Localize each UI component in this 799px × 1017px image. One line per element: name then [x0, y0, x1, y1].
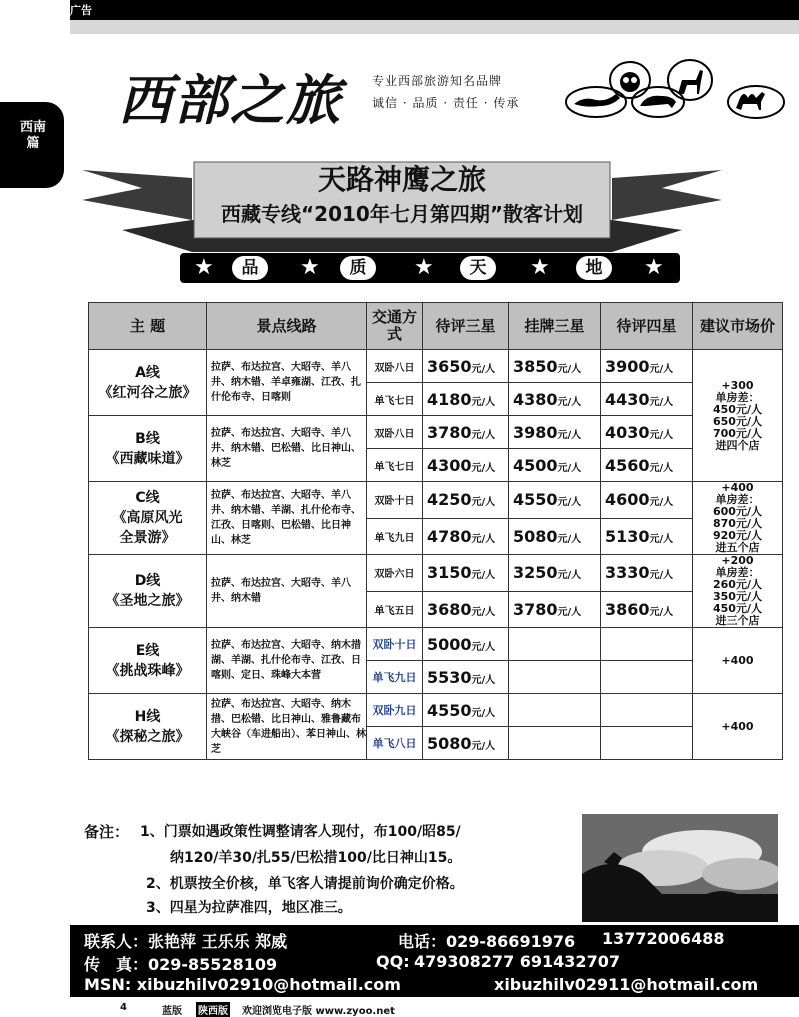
transport-mode: 单飞九日 [367, 661, 423, 694]
edition-label: 蓝版 [162, 1006, 182, 1017]
transport-mode: 单飞七日 [367, 449, 423, 482]
price-cell [423, 518, 509, 555]
price-value: 3860 [605, 599, 650, 619]
price-value: 3980 [513, 422, 558, 442]
title-sub: 西藏专线“2010年七月第四期”散客计划 [221, 202, 583, 226]
price-cell [509, 449, 601, 482]
title-main: 天路神鹰之旅 [317, 163, 486, 196]
price-value: 4030 [605, 422, 650, 442]
line-route: 拉萨、布达拉宫、大昭寺、羊八井、纳木错、羊卓雍湖、江孜、扎什伦布寺、日喀则 [207, 350, 367, 416]
star-icon: ★ [414, 255, 434, 280]
price-value: 4500 [513, 455, 558, 475]
price-value: 4300 [427, 455, 472, 475]
contact-mobile[interactable]: 13772006488 [602, 929, 725, 948]
price-value: 5000 [427, 634, 472, 654]
col-header: 待评四星 [601, 303, 693, 350]
note-line: 纳120/羊30/扎55/巴松措100/比日神山15。 [170, 850, 462, 866]
col-header: 主 题 [89, 303, 207, 350]
ad-tag: 广告 [70, 4, 92, 17]
price-unit: 元/人 [557, 497, 582, 509]
price-unit: 元/人 [471, 462, 496, 474]
price-unit: 元/人 [649, 396, 674, 408]
price-cell [423, 449, 509, 482]
price-cell [423, 350, 509, 383]
note-line: 3、四星为拉萨准四，地区准三。 [146, 900, 352, 916]
contact-msn[interactable]: MSN: xibuzhilv02910@hotmail.com [84, 975, 401, 994]
price-unit: 元/人 [649, 570, 674, 582]
line-route: 拉萨、布达拉宫、大昭寺、纳木措、巴松错、比日神山、雅鲁藏布大峡谷（车进船出）、苯日神山、林芝 [207, 694, 367, 760]
line-route: 拉萨、布达拉宫、大昭寺、羊八井、纳木错 [207, 555, 367, 628]
price-unit: 元/人 [557, 533, 582, 545]
quality-word: 地 [576, 256, 612, 280]
table-row [89, 628, 783, 661]
gray-band [70, 20, 799, 34]
price-value: 5130 [605, 526, 650, 546]
transport-mode: 双卧六日 [367, 555, 423, 592]
price-cell [423, 661, 509, 694]
price-unit: 元/人 [471, 641, 496, 653]
line-theme: D线 《圣地之旅》 [89, 555, 207, 628]
price-value: 3850 [513, 356, 558, 376]
table-row [89, 350, 783, 383]
price-unit: 元/人 [471, 606, 496, 618]
price-cell [423, 694, 509, 727]
price-unit: 元/人 [557, 606, 582, 618]
price-value: 5530 [427, 667, 472, 687]
line-theme: E线 《挑战珠峰》 [89, 628, 207, 694]
price-value: 5080 [427, 733, 472, 753]
price-cell [601, 482, 693, 519]
price-cell [509, 518, 601, 555]
price-unit: 元/人 [557, 462, 582, 474]
price-unit: 元/人 [649, 462, 674, 474]
price-unit: 元/人 [649, 533, 674, 545]
star-icon: ★ [300, 255, 320, 280]
line-route: 拉萨、布达拉宫、大昭寺、纳木措湖、羊湖、扎什伦布寺、江孜、日喀则、定日、珠峰大本营 [207, 628, 367, 694]
transport-mode: 双卧八日 [367, 416, 423, 449]
quality-word: 质 [340, 256, 376, 280]
table-header-row [89, 303, 783, 350]
price-unit: 元/人 [471, 570, 496, 582]
price-cell [601, 555, 693, 592]
market-price-note: +400 [693, 628, 783, 694]
contact-fax: 传 真：029-85528109 [84, 955, 278, 974]
transport-mode: 单飞九日 [367, 518, 423, 555]
price-cell [509, 661, 601, 694]
note-line: 2、机票按全价核，单飞客人请提前询价确定价格。 [146, 876, 464, 892]
brand-logo: 西部之旅 [118, 68, 342, 132]
col-header: 挂牌三星 [509, 303, 601, 350]
contact-qq-label: QQ: [376, 952, 410, 971]
price-unit: 元/人 [557, 429, 582, 441]
star-icon: ★ [194, 255, 214, 280]
price-value: 4560 [605, 455, 650, 475]
transport-mode: 双卧八日 [367, 350, 423, 383]
quality-word: 天 [460, 256, 496, 280]
line-route: 拉萨、布达拉宫、大昭寺、羊八井、纳木错、羊湖、扎什伦布寺、江孜、日喀则、巴松错、比日神山、林芝 [207, 482, 367, 555]
price-value: 3780 [513, 599, 558, 619]
contact-persons: 联系人：张艳萍 王乐乐 郑威 [84, 932, 288, 951]
price-cell [423, 555, 509, 592]
price-value: 3780 [427, 422, 472, 442]
price-unit: 元/人 [471, 429, 496, 441]
price-unit: 元/人 [557, 396, 582, 408]
price-unit: 元/人 [557, 363, 582, 375]
price-cell [601, 727, 693, 760]
price-cell [601, 694, 693, 727]
quality-banner [180, 253, 680, 283]
line-theme: A线 《红河谷之旅》 [89, 350, 207, 416]
price-cell [509, 628, 601, 661]
price-value: 5080 [513, 526, 558, 546]
table-row [89, 555, 783, 592]
price-cell [423, 727, 509, 760]
price-cell [423, 482, 509, 519]
animal-emblems [560, 58, 788, 120]
price-cell [601, 661, 693, 694]
price-value: 4780 [427, 526, 472, 546]
market-price-note: +400 [693, 694, 783, 760]
price-value: 3680 [427, 599, 472, 619]
market-price-note: +200 单房差： 260元/人 350元/人 450元/人 进三个店 [693, 555, 783, 628]
price-unit: 元/人 [471, 497, 496, 509]
contact-email-2[interactable]: xibuzhilv02911@hotmail.com [494, 975, 759, 994]
price-value: 3330 [605, 563, 650, 583]
transport-mode: 单飞八日 [367, 727, 423, 760]
price-value: 4600 [605, 490, 650, 510]
price-value: 3650 [427, 356, 472, 376]
contact-qq[interactable]: 479308277 691432707 [414, 952, 620, 971]
price-cell [509, 416, 601, 449]
price-unit: 元/人 [471, 674, 496, 686]
top-bar [70, 0, 799, 20]
market-price-note: +400 单房差： 600元/人 870元/人 920元/人 进五个店 [693, 482, 783, 555]
transport-mode: 单飞七日 [367, 383, 423, 416]
price-cell [423, 591, 509, 628]
price-cell [601, 383, 693, 416]
price-value: 3900 [605, 356, 650, 376]
price-cell [601, 591, 693, 628]
price-unit: 元/人 [471, 396, 496, 408]
price-unit: 元/人 [471, 740, 496, 752]
transport-mode: 双卧十日 [367, 482, 423, 519]
price-value: 4430 [605, 389, 650, 409]
col-header: 待评三星 [423, 303, 509, 350]
table-row [89, 416, 783, 449]
price-cell [601, 518, 693, 555]
price-cell [509, 350, 601, 383]
transport-mode: 单飞五日 [367, 591, 423, 628]
price-value: 4550 [513, 490, 558, 510]
tour-price-table [88, 302, 783, 760]
price-value: 4550 [427, 700, 472, 720]
edition-tag: 陕西版 [196, 1002, 230, 1017]
col-header: 建议市场价 [693, 303, 783, 350]
footer-link-text[interactable]: 欢迎浏览电子版 www.zyoo.net [242, 1006, 395, 1017]
page-footer [70, 999, 799, 1017]
price-cell [509, 555, 601, 592]
slogan-line-1: 专业西部旅游知名品牌 [372, 74, 503, 88]
price-value: 4180 [427, 389, 472, 409]
price-unit: 元/人 [649, 429, 674, 441]
price-cell [601, 628, 693, 661]
price-cell [509, 727, 601, 760]
price-cell [601, 350, 693, 383]
line-theme: B线 《西藏味道》 [89, 416, 207, 482]
price-unit: 元/人 [471, 363, 496, 375]
contact-tel[interactable]: 电话：029-86691976 [398, 932, 576, 951]
price-unit: 元/人 [649, 497, 674, 509]
price-cell [423, 416, 509, 449]
price-value: 3250 [513, 563, 558, 583]
price-unit: 元/人 [557, 570, 582, 582]
price-unit: 元/人 [649, 363, 674, 375]
line-theme: C线 《高原风光 全景游》 [89, 482, 207, 555]
col-header: 景点线路 [207, 303, 367, 350]
table-row [89, 482, 783, 519]
price-cell [423, 383, 509, 416]
price-cell [509, 383, 601, 416]
side-tab [0, 102, 64, 188]
price-cell [509, 694, 601, 727]
slogan-line-2: 诚信 · 品质 · 责任 · 传承 [372, 96, 520, 110]
note-line: 1、门票如遇政策性调整请客人现付，布100/昭85/ [140, 824, 461, 840]
line-theme: H线 《探秘之旅》 [89, 694, 207, 760]
price-value: 4250 [427, 490, 472, 510]
price-cell [423, 628, 509, 661]
contact-box [70, 925, 799, 997]
price-value: 3150 [427, 563, 472, 583]
star-icon: ★ [530, 255, 550, 280]
temple-roof-photo [582, 814, 778, 922]
price-cell [601, 416, 693, 449]
price-cell [509, 482, 601, 519]
price-unit: 元/人 [471, 533, 496, 545]
transport-mode: 双卧十日 [367, 628, 423, 661]
col-header: 交通方式 [367, 303, 423, 350]
market-price-note: +300 单房差： 450元/人 650元/人 700元/人 进四个店 [693, 350, 783, 482]
line-route: 拉萨、布达拉宫、大昭寺、羊八井、纳木错、巴松错、比日神山、林芝 [207, 416, 367, 482]
quality-word: 品 [232, 256, 268, 280]
table-row [89, 694, 783, 727]
price-unit: 元/人 [471, 707, 496, 719]
price-value: 4380 [513, 389, 558, 409]
notes-label: 备注： [84, 823, 130, 841]
price-cell [601, 449, 693, 482]
page-number: 4 [120, 1002, 127, 1013]
side-tab-label: 西南篇 [20, 120, 47, 151]
star-icon: ★ [644, 255, 664, 280]
price-cell [509, 591, 601, 628]
price-unit: 元/人 [649, 606, 674, 618]
transport-mode: 双卧九日 [367, 694, 423, 727]
